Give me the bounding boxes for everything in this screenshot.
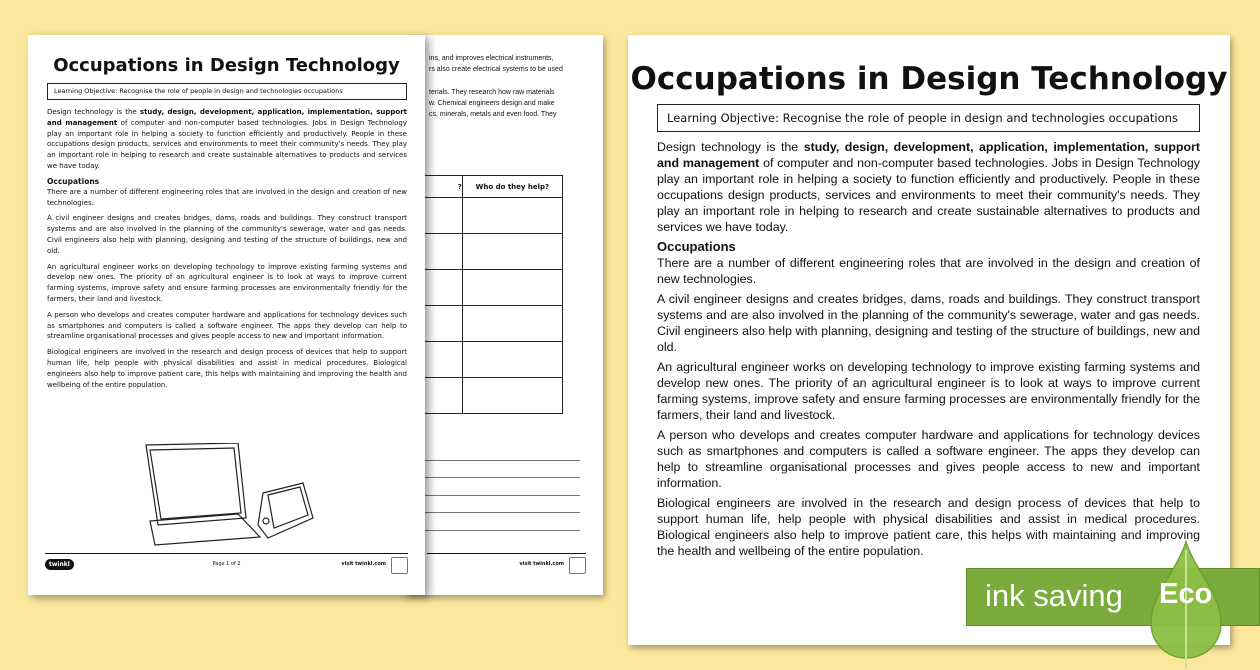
paragraph: An agricultural engineer works on developing technology to improve existing farming systems and develop new ones. The priority of an agricultural engineer is to look at ways to improve current farming systems, improve safety and ensure farming processes are environmentally friendly for the farmers, their land and livestock. xyxy=(657,360,1200,422)
occupations-table xyxy=(405,175,563,414)
paragraph: A civil engineer designs and creates bridges, dams, roads and buildings. They construct transport systems and are also involved in the planning of the community's sewerage, water and gas needs. Civil engineers also help with planning, designing and testing of the structure of buildings, new and old. xyxy=(47,214,407,255)
page-title: Occupations in Design Technology xyxy=(630,61,1228,97)
intro-paragraph: Design technology is the study, design, development, application, implementation, support and management of computer and non-computer based technologies. Jobs in Design Technology play an important role in helping a society to function efficiently and productively. People in these occupations design products, services and environments to meet their community's needs. They play an important role in helping to research and create sustainable alternatives to products and services we have today. xyxy=(657,140,1201,234)
section-heading: Occupations xyxy=(657,239,736,254)
paragraph: There are a number of different engineering roles that are involved in the design and creation of new technologies. xyxy=(657,256,1200,286)
quality-badge-icon xyxy=(569,557,586,574)
paragraph: A civil engineer designs and creates bridges, dams, roads and buildings. They construct transport systems and are also involved in the planning of the community's sewerage, water and gas needs. Civil engineers also help with planning, designing and testing of the structure of buildings, new and old. xyxy=(657,292,1200,354)
writing-line xyxy=(420,530,580,531)
worksheet-page-1-enlarged xyxy=(628,35,1230,645)
quality-badge-icon xyxy=(391,557,408,574)
text-line: rs also create electrical systems to be used xyxy=(429,66,563,73)
table-header: ? xyxy=(405,176,462,198)
text-line: w. Chemical engineers design and make xyxy=(429,100,555,107)
text-line: cs, minerals, metals and even food. They xyxy=(429,111,557,118)
writing-line xyxy=(420,495,580,496)
paragraph: Biological engineers are involved in the research and design process of devices that help to support human life, help people with physical disabilities and assist in medical procedures. Biological engineers also help to improve patient care, this helps with maintaining and improving the health and wellbeing of the entire population. xyxy=(47,348,407,389)
worksheet-page-2-thumbnail xyxy=(405,35,603,595)
writing-line xyxy=(420,460,580,461)
ink-saving-label: ink saving xyxy=(985,578,1123,613)
text-line: terials. They research how raw materials xyxy=(429,89,555,96)
twinkl-logo: twinkl xyxy=(45,559,74,570)
laptop-phone-illustration xyxy=(138,443,318,548)
paragraph: A person who develops and creates computer hardware and applications for technology devices such as smartphones and computers is called a software engineer. The apps they develop can help to streamline organisational processes and gives people access to new and important information. xyxy=(47,310,407,341)
writing-line xyxy=(420,477,580,478)
document-body xyxy=(657,139,1200,563)
paragraph: Biological engineers are involved in the research and design process of devices that help to support human life, help people with physical disabilities and assist in medical procedures. Biological engineers also help to improve patient care, this helps with maintaining and improving the health and wellbeing of the entire population. xyxy=(657,496,1200,558)
paragraph: A person who develops and creates computer hardware and applications for technology devices such as smartphones and computers is called a software engineer. The apps they develop can help to streamline organisational processes and gives people access to new and important information. xyxy=(657,428,1200,490)
worksheet-page-1-thumbnail xyxy=(28,35,425,595)
page-title: Occupations in Design Technology xyxy=(53,55,400,76)
document-body xyxy=(47,107,407,395)
section-heading: Occupations xyxy=(47,176,100,186)
site-link: visit twinkl.com xyxy=(519,561,564,567)
table-header: Who do they help? xyxy=(462,176,562,198)
page-footer xyxy=(427,553,586,573)
intro-paragraph: Design technology is the study, design, development, application, implementation, support and management of computer and non-computer based technologies. Jobs in Design Technology play an important role in helping a society to function efficiently and productively. People in these occupations design products, services and environments to meet their community's needs. They play an important role in helping to research and create sustainable alternatives to products and services we have today. xyxy=(47,108,407,170)
paragraph: There are a number of different engineering roles that are involved in the design and creation of new technologies. xyxy=(47,187,407,207)
learning-objective: Learning Objective: Recognise the role of people in design and technologies occupations xyxy=(657,104,1200,132)
text-line: ins, and improves electrical instruments, xyxy=(429,55,554,62)
learning-objective: Learning Objective: Recognise the role of people in design and technologies occupations xyxy=(47,83,407,100)
site-link: visit twinkl.com xyxy=(341,561,386,567)
page-footer xyxy=(45,553,408,573)
writing-line xyxy=(420,512,580,513)
page-number: Page 1 of 2 xyxy=(212,561,241,567)
page-2-text xyxy=(429,53,597,120)
eco-label: Eco xyxy=(1159,578,1213,610)
paragraph: An agricultural engineer works on developing technology to improve existing farming systems and develop new ones. The priority of an agricultural engineer is to look at ways to improve current farming systems, improve safety and ensure farming processes are environmentally friendly for the farmers, their land and livestock. xyxy=(47,262,407,303)
